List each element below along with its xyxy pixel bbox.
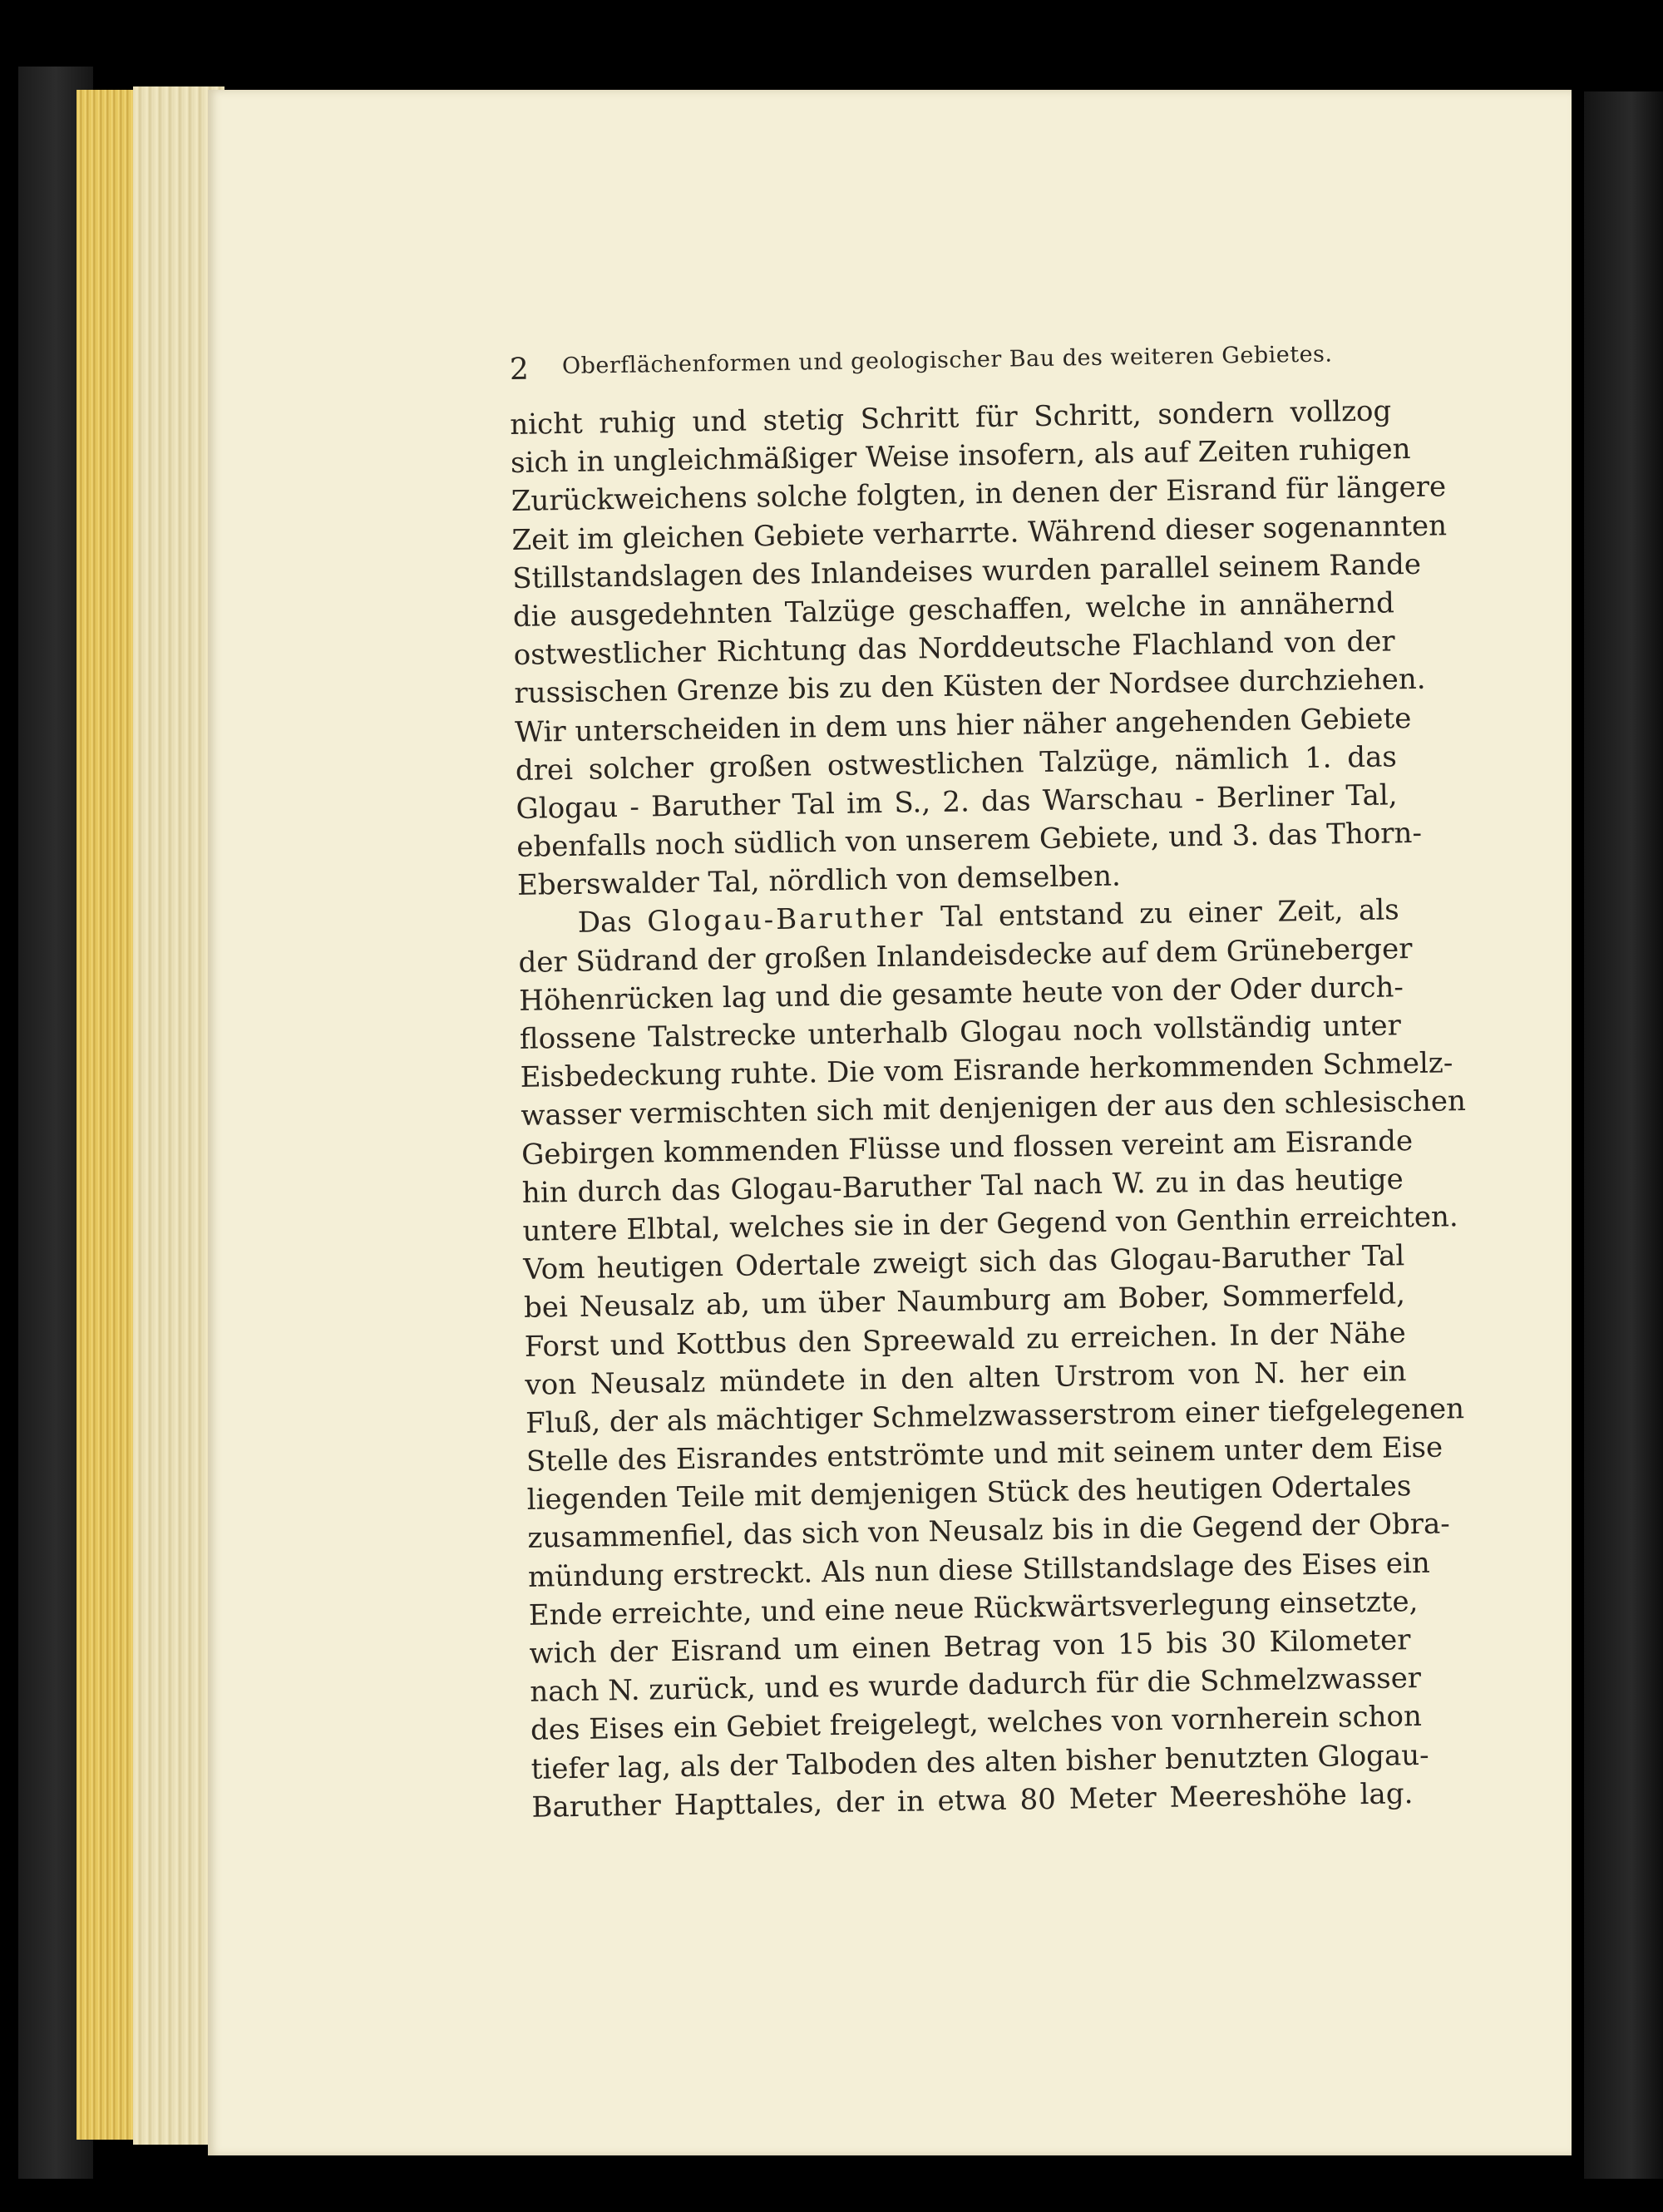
text-line: sich in ungleichmäßiger Weise insofern, als auf Zeiten ruhigen [510,432,1411,481]
text-line: nach N. zurück, und es wurde dadurch für die Schmelzwasser [529,1661,1422,1709]
page-number: 2 [509,352,530,387]
text-line: bei Neusalz ab, um über Naumburg am Bober, Sommerfeld, [523,1277,1406,1326]
text-line: die ausgedehnten Talzüge geschaffen, welche in annähernd [512,586,1395,634]
text-line: liegenden Teile mit demjenigen Stück des heutigen Odertales [526,1469,1412,1518]
text-line: ostwestlicher Richtung das Norddeutsche Flachland von der [513,625,1395,673]
paragraph-2 [517,891,1467,1827]
text-line: russischen Grenze bis zu den Küsten der Nordsee durchziehen. [514,663,1426,711]
text-line: Eberswalder Tal, nördlich von demselben. [516,859,1122,903]
text-line: Stelle des Eisrandes entströmte und mit seinem unter dem Eise [526,1430,1443,1479]
gilt-page-edges [76,90,135,2140]
text-line: Eisbedeckung ruhte. Die vom Eisrande herkommenden Schmelz- [520,1046,1453,1095]
text-line: Baruther Hapttales, der in etwa 80 Meter Meereshöhe lag. [531,1776,1414,1824]
line-rest: Tal entstand zu einer Zeit, als [940,893,1399,935]
text-line: hin durch das Glogau-Baruther Tal nach W. zu in das heutige [521,1162,1404,1210]
text-line: flossene Talstrecke unterhalb Glogau noch vollständig unter [519,1009,1402,1056]
text-line: Glogau - Baruther Tal im S., 2. das Warschau - Berliner Tal, [516,778,1398,826]
text-line: Zeit im gleichen Gebiete verharrte. Während dieser sogenannten [511,508,1448,557]
text-line: untere Elbtal, welches sie in der Gegend von Genthin erreichten. [522,1200,1459,1248]
text-line: Zurückweichens solche folgten, in denen der Eisrand für längere [511,470,1447,519]
text-line: Wir unterscheiden in dem uns hier näher angehenden Gebiete [514,701,1412,749]
text-line: wich der Eisrand um einen Betrag von 15 bis 30 Kilometer [529,1623,1411,1671]
running-title: Oberflächenformen und geologischer Bau des weiteren Gebietes. [561,341,1333,380]
text-line: Ende erreichte, und eine neue Rückwärtsverlegung einsetzte, [528,1584,1419,1632]
text-line: Vom heutigen Odertale zweigt sich das Glogau-Baruther Tal [523,1239,1405,1286]
text-line: von Neusalz mündete in den alten Urstrom von N. her ein [525,1354,1407,1402]
paragraph-1 [510,392,1448,905]
text-line: Stillstandslagen des Inlandeises wurden parallel seinem Rande [511,547,1422,595]
running-head [510,335,1392,391]
text-line: tiefer lag, als der Talboden des alten bisher benutzten Glogau- [530,1738,1429,1786]
book-page [208,90,1572,2155]
text-line: wasser vermischten sich mit denjenigen der aus den schlesischen [521,1084,1467,1133]
text-line: ebenfalls noch südlich von unserem Gebiete, und 3. das Thorn- [516,816,1423,864]
text-line: mündung erstreckt. Als nun diese Stillstandslage des Eises ein [527,1546,1431,1594]
body-text [510,392,1467,1826]
text-line: drei solcher großen ostwestlichen Talzüge, nämlich 1. das [515,739,1398,788]
lead-word: Das [577,906,633,941]
text-line: Fluß, der als mächtiger Schmelzwasserstrom einer tiefgelegenen [525,1391,1465,1440]
text-line: Gebirgen kommenden Flüsse und flossen vereint am Eisrande [521,1123,1414,1172]
text-line: nicht ruhig und stetig Schritt für Schritt, sondern vollzog [510,394,1392,442]
text-line: der Südrand der großen Inlandeisdecke auf dem Grüneberger [518,931,1413,980]
text-line: Höhenrücken lag und die gesamte heute von der Oder durch- [518,970,1404,1018]
spaced-term: Glogau-Baruther [647,901,925,939]
text-line: zusammenfiel, das sich von Neusalz bis in die Gegend der Obra- [527,1507,1450,1556]
text-line: des Eises ein Gebiet freigelegt, welches von vornherein schon [530,1700,1423,1748]
book-cover-right [1584,91,1663,2179]
text-line: Forst und Kottbus den Spreewald zu erreichen. In der Nähe [524,1316,1406,1364]
